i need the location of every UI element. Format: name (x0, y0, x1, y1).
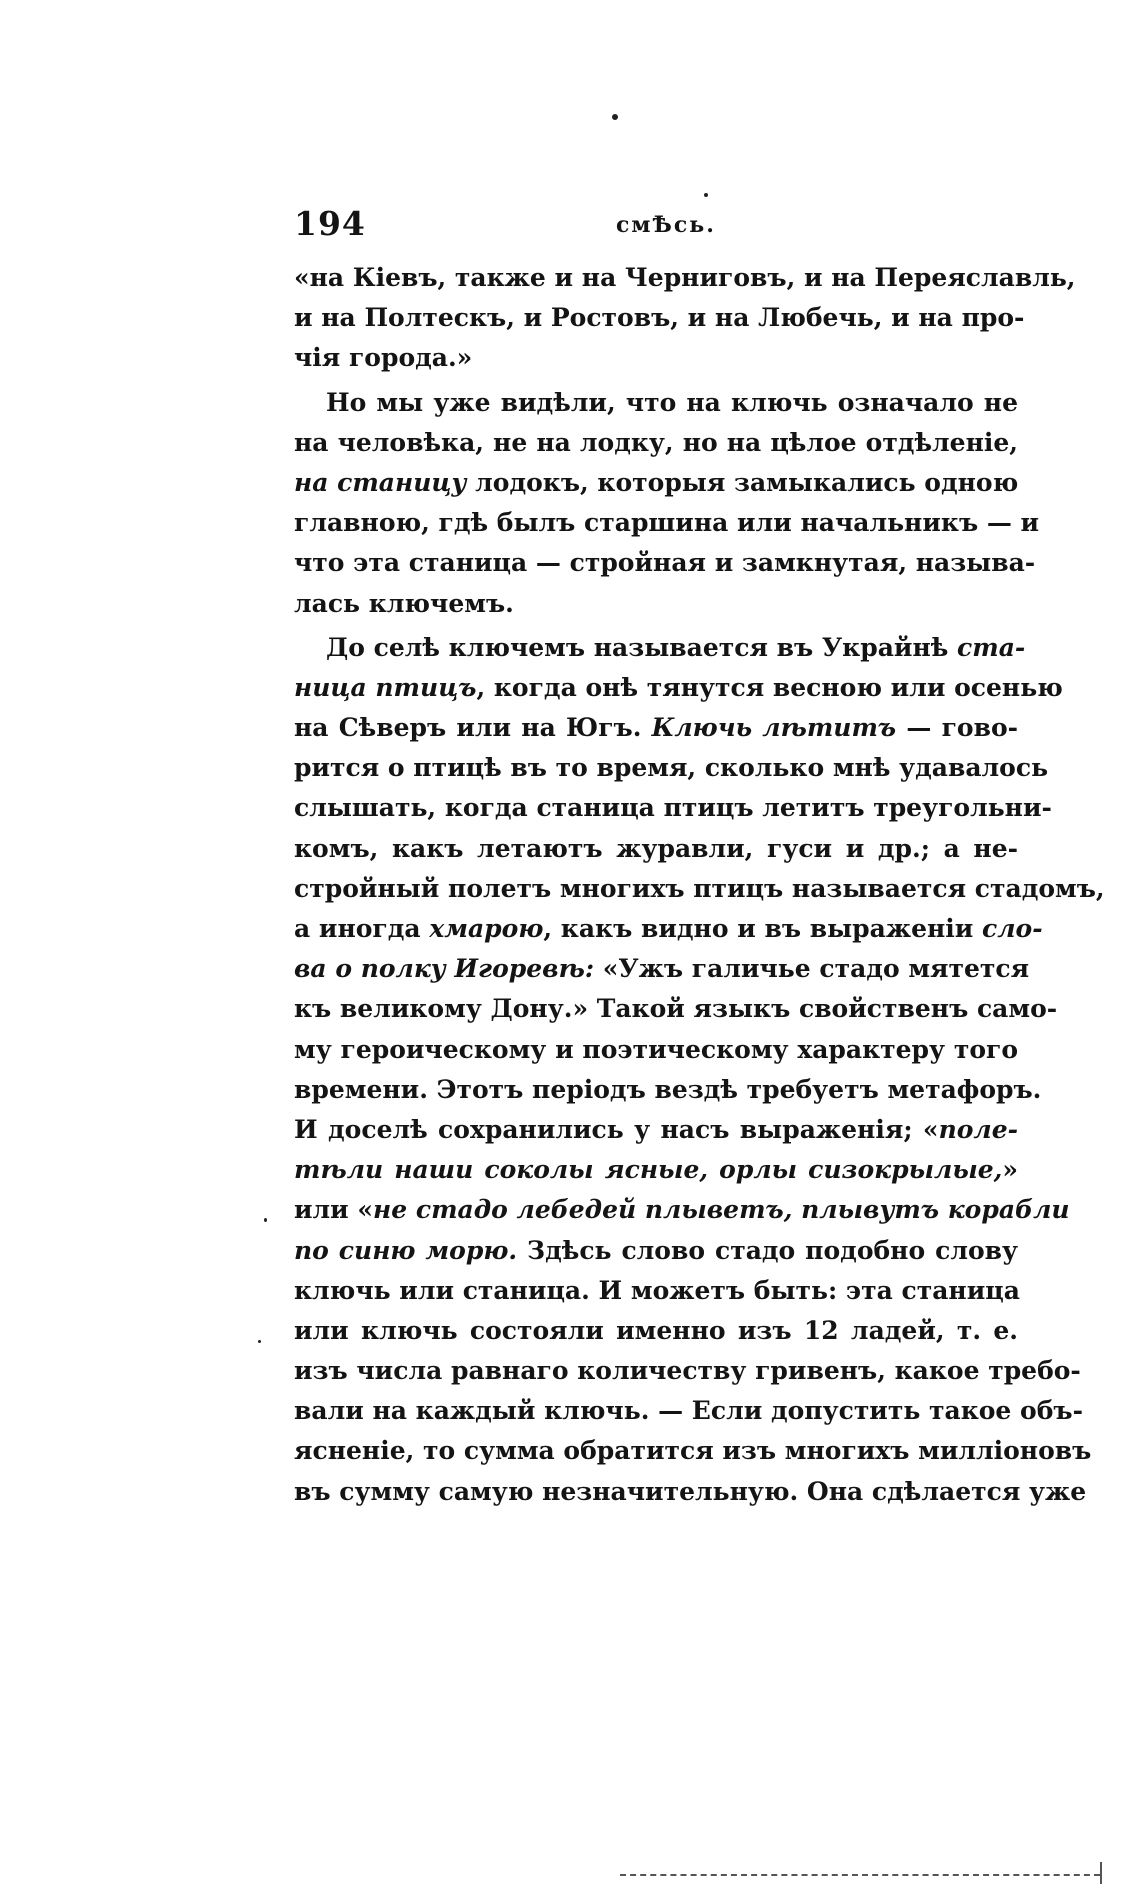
text-line (294, 1110, 1018, 1150)
text-line: или ключь состояли именно изъ 12 ладей, т. е. (294, 1315, 1018, 1345)
text-line: на человѣка, не на лодку, но на цѣлое отдѣленіе, (294, 427, 1018, 457)
text-line: Но мы уже видѣли, что на ключь означало не (326, 387, 1018, 417)
text-run: а иногда (294, 914, 430, 943)
text-line: главною, гдѣ былъ старшина или начальникъ — и (294, 508, 1040, 538)
text-line (294, 1190, 1070, 1230)
italic-phrase: тѣли наши соколы ясные, орлы сизокрылые, (294, 1155, 1003, 1185)
text-run: , когда онѣ тянутся весною или осенью (476, 672, 1063, 702)
text-line (294, 949, 1030, 989)
italic-phrase: по синю морю. (294, 1235, 518, 1265)
text-line (294, 668, 1063, 708)
italic-phrase: хмарою (429, 914, 544, 943)
text-line: комъ, какъ летаютъ журавли, гуси и др.; а не- (294, 833, 1018, 863)
text-run: на Сѣверъ или на Югъ. (294, 713, 652, 743)
text-line: въ сумму самую незначительную. Она сдѣлается уже (294, 1476, 1087, 1506)
text-run: лодокъ, которыя замыкались одною (466, 467, 1019, 497)
text-line: изъ числа равнаго количеству гривенъ, какое требо- (294, 1356, 1081, 1386)
text-line: ключь или станица. И можетъ быть: эта станица (294, 1275, 1020, 1305)
text-run: «Ужъ галичье стадо мятется (594, 954, 1030, 984)
italic-phrase: на станицу (294, 467, 467, 497)
ink-speck (258, 1340, 261, 1343)
text-line: вали на каждый ключь. — Если допустить такое объ- (294, 1396, 1083, 1426)
footer-rule (620, 1874, 1100, 1876)
text-line: «на Кіевъ, также и на Черниговъ, и на Переяславль, (294, 263, 1076, 292)
text-line: рится о птицѣ въ то время, сколько мнѣ удавалось (294, 753, 1049, 783)
body-text (294, 258, 1105, 1512)
footer-tick (1100, 1862, 1102, 1884)
running-head: смѢсь. (616, 212, 716, 238)
text-line: стройный полетъ многихъ птицъ называется стадомъ, (294, 873, 1105, 903)
text-run: Здѣсь слово стадо подобно слову (517, 1235, 1018, 1265)
italic-phrase: сло- (982, 914, 1043, 943)
text-run: или « (294, 1195, 374, 1225)
page-header (294, 204, 1018, 248)
page-number: 194 (294, 204, 366, 243)
text-run: , какъ видно и въ выраженіи (543, 914, 983, 943)
text-line: что эта станица — стройная и замкнутая, называ- (294, 548, 1036, 578)
text-line: ясненіе, то сумма обратится изъ многихъ милліоновъ (294, 1436, 1092, 1466)
text-line: къ великому Дону.» Такой языкъ свойственъ само- (294, 994, 1058, 1024)
text-line (294, 628, 1026, 668)
text-line: времени. Этотъ періодъ вездѣ требуетъ метафоръ. (294, 1074, 1042, 1104)
italic-phrase: ва о полку Игоревѣ: (294, 954, 595, 984)
italic-phrase: не стадо лебедей плыветъ, плывутъ корабли (373, 1195, 1070, 1225)
text-line (294, 1231, 1018, 1271)
ink-speck (704, 193, 708, 197)
text-line: и на Полтескъ, и Ростовъ, и на Любечь, и на про- (294, 303, 1025, 333)
text-line: му героическому и поэтическому характеру того (294, 1034, 1018, 1064)
text-run: » (1002, 1155, 1018, 1185)
text-line (294, 1150, 1018, 1190)
italic-phrase: ста- (957, 632, 1026, 662)
paragraph (294, 624, 1105, 1512)
ink-speck (612, 114, 618, 120)
italic-phrase: Ключь лѣтитъ (651, 713, 897, 743)
text-line: лась ключемъ. (294, 588, 514, 618)
text-line (294, 463, 1018, 503)
text-line (294, 909, 1043, 949)
text-run: И доселѣ сохранились у насъ выраженія; « (294, 1114, 939, 1144)
paragraph (294, 379, 1040, 624)
text-line: слышать, когда станица птицъ летитъ треугольни- (294, 793, 1052, 823)
text-run: До селѣ ключемъ называется въ Украйнѣ (326, 632, 958, 662)
italic-phrase: поле- (938, 1114, 1018, 1144)
italic-phrase: ница птицъ (294, 672, 477, 702)
paragraph (294, 258, 1076, 379)
text-line (294, 708, 1018, 748)
text-run: — гово- (896, 713, 1018, 743)
ink-speck (264, 1218, 267, 1222)
text-line: чія города.» (294, 343, 473, 373)
